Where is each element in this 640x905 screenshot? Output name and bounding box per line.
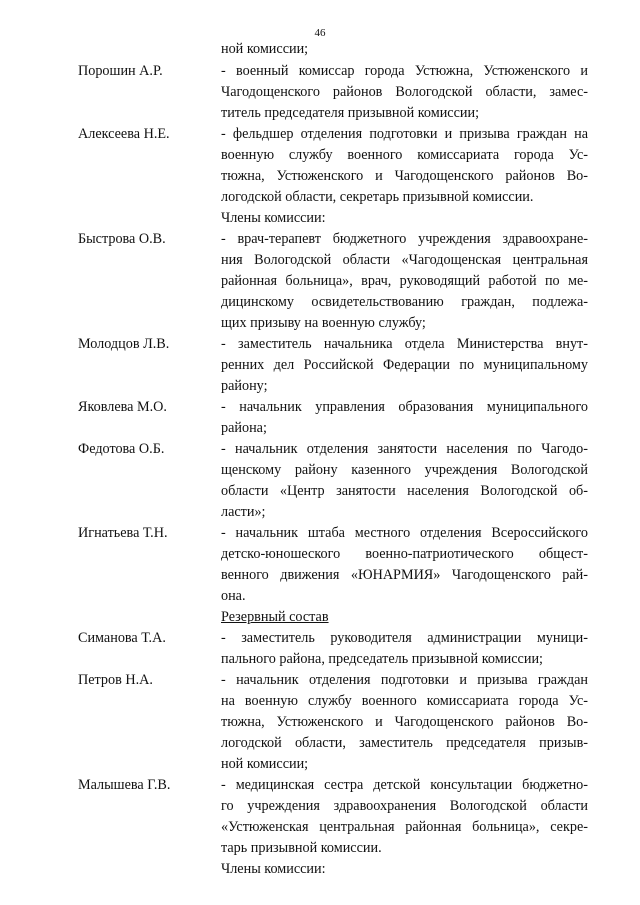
text-line: - начальник штаба местного отделения Всероссийского: [221, 525, 588, 541]
member-name: Малышева Г.В.: [78, 777, 171, 793]
text-line: - военный комиссар города Устюжна, Устюженского и: [221, 63, 588, 79]
text-line: она.: [221, 588, 246, 604]
text-line: венного движения «ЮНАРМИЯ» Чагодощенского рай-: [221, 567, 588, 583]
page-number: 46: [314, 27, 326, 39]
text-line: тарь призывной комиссии.: [221, 840, 382, 856]
member-name: Симанова Т.А.: [78, 630, 166, 646]
member-name: Быстрова О.В.: [78, 231, 166, 247]
text-line: Члены комиссии:: [221, 861, 326, 877]
text-line: логодской области, заместитель председателя призыв-: [221, 735, 588, 751]
text-line: - врач-терапевт бюджетного учреждения здравоохране-: [221, 231, 588, 247]
text-line: области «Центр занятости населения Вологодской об-: [221, 483, 588, 499]
text-line: на военную службу военного комиссариата города Ус-: [221, 693, 588, 709]
text-line: титель председателя призывной комиссии;: [221, 105, 480, 121]
member-name: Порошин А.Р.: [78, 63, 163, 79]
text-line: ренних дел Российской Федерации по муниципальному: [221, 357, 588, 373]
text-line: тюжна, Устюженского и Чагодощенского районов Во-: [221, 714, 588, 730]
member-name: Молодцов Л.В.: [78, 336, 170, 352]
text-line: логодской области, секретарь призывной комиссии.: [221, 189, 534, 205]
text-line: детско-юношеского военно-патриотического общест-: [221, 546, 588, 562]
text-line: военную службу военного комиссариата города Ус-: [221, 147, 588, 163]
text-line: района;: [221, 420, 267, 436]
text-line: пального района, председатель призывной комиссии;: [221, 651, 543, 667]
member-name: Яковлева М.О.: [78, 399, 167, 415]
text-line: го учреждения здравоохранения Вологодской области: [221, 798, 588, 814]
text-line: щенскому району казенного учреждения Вологодской: [221, 462, 588, 478]
text-line: району;: [221, 378, 268, 394]
text-line: - медицинская сестра детской консультации бюджетно-: [221, 777, 588, 793]
member-name: Петров Н.А.: [78, 672, 153, 688]
text-line: - фельдшер отделения подготовки и призыва граждан на: [221, 126, 588, 142]
text-line: - начальник отделения подготовки и призыва граждан: [221, 672, 588, 688]
member-name: Алексеева Н.Е.: [78, 126, 170, 142]
text-line: Чагодощенского районов Вологодской области, замес-: [221, 84, 588, 100]
text-line: ной комиссии;: [221, 756, 309, 772]
text-line: ласти»;: [221, 504, 266, 520]
member-name: Игнатьева Т.Н.: [78, 525, 168, 541]
text-line: - заместитель начальника отдела Министерства внут-: [221, 336, 588, 352]
text-line: районная больница», врач, руководящий работой по ме-: [221, 273, 588, 289]
text-line: - заместитель руководителя администрации муници-: [221, 630, 588, 646]
member-name: Федотова О.Б.: [78, 441, 165, 457]
text-line: - начальник управления образования муниципального: [221, 399, 588, 415]
text-line: - начальник отделения занятости населения по Чагодо-: [221, 441, 588, 457]
text-line: щих призыву на военную службу;: [221, 315, 426, 331]
text-line: ния Вологодской области «Чагодощенская центральная: [221, 252, 588, 268]
text-line: «Устюженская центральная районная больница», секре-: [221, 819, 588, 835]
text-line: дицинскому освидетельствованию граждан, подлежа-: [221, 294, 588, 310]
section-heading: Резервный состав: [221, 609, 329, 625]
text-line: тюжна, Устюженского и Чагодощенского районов Во-: [221, 168, 588, 184]
text-line: ной комиссии;: [221, 41, 309, 57]
text-line: Члены комиссии:: [221, 210, 326, 226]
